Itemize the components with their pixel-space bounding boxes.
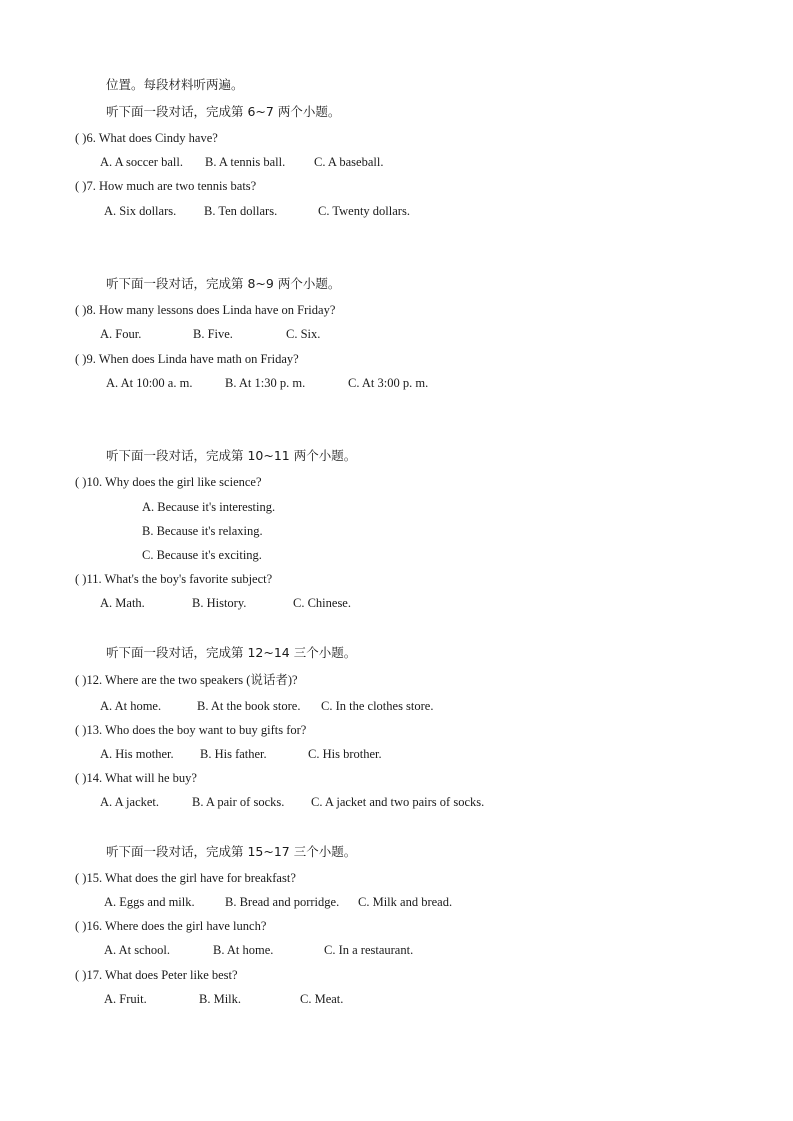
question-6: ( )6. What does Cindy have? bbox=[75, 131, 218, 145]
option-14-b: B. A pair of socks. bbox=[192, 795, 285, 809]
question-17: ( )17. What does Peter like best? bbox=[75, 968, 238, 982]
option-16-c: C. In a restaurant. bbox=[324, 943, 414, 957]
option-17-a: A. Fruit. bbox=[104, 992, 147, 1006]
option-15-b: B. Bread and porridge. bbox=[225, 895, 340, 909]
option-6-c: C. A baseball. bbox=[314, 155, 384, 169]
option-9-c: C. At 3:00 p. m. bbox=[348, 376, 429, 390]
intro-text: 位置。每段材料听两遍。 bbox=[106, 77, 244, 92]
option-15-c: C. Milk and bread. bbox=[358, 895, 453, 909]
option-17-c: C. Meat. bbox=[300, 992, 344, 1006]
option-8-b: B. Five. bbox=[193, 327, 233, 341]
option-11-a: A. Math. bbox=[100, 596, 145, 610]
option-9-a: A. At 10:00 a. m. bbox=[106, 376, 193, 390]
option-8-a: A. Four. bbox=[100, 327, 142, 341]
option-12-c: C. In the clothes store. bbox=[321, 699, 434, 713]
option-13-b: B. His father. bbox=[200, 747, 267, 761]
question-16: ( )16. Where does the girl have lunch? bbox=[75, 919, 267, 933]
section-heading: 听下面一段对话，完成第 15~17 三个小题。 bbox=[106, 844, 357, 859]
option-14-a: A. A jacket. bbox=[100, 795, 160, 809]
option-11-c: C. Chinese. bbox=[293, 596, 351, 610]
option-16-a: A. At school. bbox=[104, 943, 170, 957]
option-17-b: B. Milk. bbox=[199, 992, 242, 1006]
question-13: ( )13. Who does the boy want to buy gifts for? bbox=[75, 723, 307, 737]
option-12-b: B. At the book store. bbox=[197, 699, 301, 713]
question-7: ( )7. How much are two tennis bats? bbox=[75, 179, 257, 193]
section-heading: 听下面一段对话，完成第 10~11 两个小题。 bbox=[106, 448, 357, 463]
option-10-b: B. Because it's relaxing. bbox=[142, 524, 263, 538]
option-7-c: C. Twenty dollars. bbox=[318, 204, 410, 218]
option-7-b: B. Ten dollars. bbox=[204, 204, 278, 218]
section-heading: 听下面一段对话，完成第 12~14 三个小题。 bbox=[106, 645, 357, 660]
option-14-c: C. A jacket and two pairs of socks. bbox=[311, 795, 485, 809]
option-15-a: A. Eggs and milk. bbox=[104, 895, 195, 909]
option-16-b: B. At home. bbox=[213, 943, 274, 957]
option-6-b: B. A tennis ball. bbox=[205, 155, 286, 169]
question-11: ( )11. What's the boy's favorite subject? bbox=[75, 572, 273, 586]
option-13-a: A. His mother. bbox=[100, 747, 174, 761]
option-13-c: C. His brother. bbox=[308, 747, 382, 761]
question-10: ( )10. Why does the girl like science? bbox=[75, 475, 262, 489]
section-heading: 听下面一段对话，完成第 8~9 两个小题。 bbox=[106, 276, 341, 291]
question-14: ( )14. What will he buy? bbox=[75, 771, 197, 785]
option-10-a: A. Because it's interesting. bbox=[142, 500, 276, 514]
option-7-a: A. Six dollars. bbox=[104, 204, 177, 218]
option-6-a: A. A soccer ball. bbox=[100, 155, 183, 169]
option-10-c: C. Because it's exciting. bbox=[142, 548, 262, 562]
option-12-a: A. At home. bbox=[100, 699, 162, 713]
option-11-b: B. History. bbox=[192, 596, 247, 610]
question-15: ( )15. What does the girl have for breakfast? bbox=[75, 871, 296, 885]
section-heading: 听下面一段对话，完成第 6~7 两个小题。 bbox=[106, 104, 341, 119]
option-8-c: C. Six. bbox=[286, 327, 321, 341]
option-9-b: B. At 1:30 p. m. bbox=[225, 376, 306, 390]
question-8: ( )8. How many lessons does Linda have on Friday? bbox=[75, 303, 336, 317]
question-12: ( )12. Where are the two speakers (说话者)? bbox=[75, 673, 298, 687]
question-9: ( )9. When does Linda have math on Friday? bbox=[75, 352, 299, 366]
